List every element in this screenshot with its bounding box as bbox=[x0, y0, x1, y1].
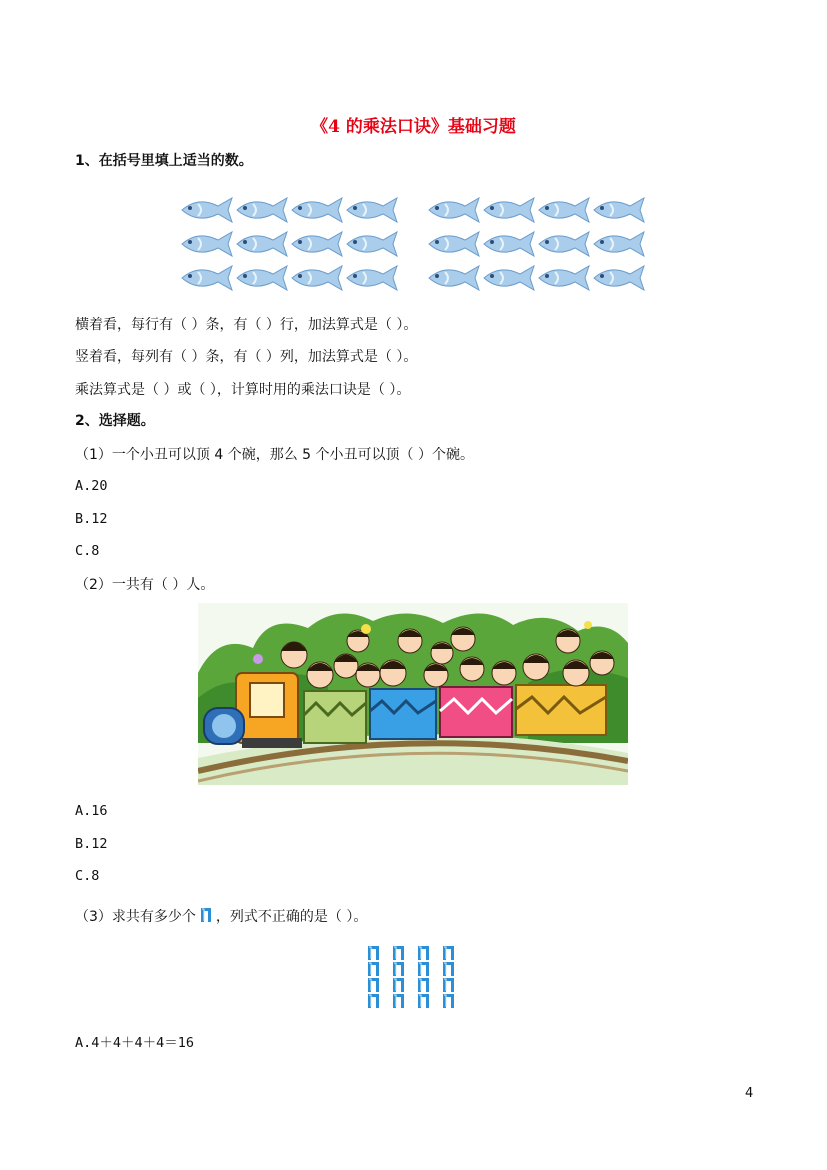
q1-column-line: 竖着看，每列有（ ）条，有（ ）列，加法算式是（ ）。 bbox=[75, 349, 418, 365]
fish-icon bbox=[539, 266, 589, 290]
fish-icon bbox=[347, 266, 397, 290]
cup-icon bbox=[443, 994, 454, 1008]
fish-icon bbox=[484, 198, 534, 222]
fish-icon bbox=[292, 266, 342, 290]
fish-icon bbox=[539, 198, 589, 222]
q2-sub2-option-a: A.16 bbox=[75, 803, 108, 819]
cup-grid-illustration bbox=[364, 944, 474, 1014]
fish-icon bbox=[594, 232, 644, 256]
cup-icon bbox=[200, 907, 212, 923]
q1-multiplication-line: 乘法算式是（ ）或（ ），计算时用的乘法口诀是（ ）。 bbox=[75, 382, 411, 398]
q2-sub1-text: （1）一个小丑可以顶 4 个碗，那么 5 个小丑可以顶（ ）个碗。 bbox=[75, 447, 474, 463]
q2-sub2-option-c: C.8 bbox=[75, 868, 100, 884]
train-illustration bbox=[198, 603, 628, 785]
fish-icon bbox=[484, 232, 534, 256]
q2-sub1-option-c: C.8 bbox=[75, 543, 100, 559]
q1-row-line: 横着看，每行有（ ）条，有（ ）行，加法算式是（ ）。 bbox=[75, 317, 418, 333]
fish-icon bbox=[429, 198, 479, 222]
fish-icon bbox=[292, 232, 342, 256]
fish-icon bbox=[594, 198, 644, 222]
fish-icon bbox=[237, 232, 287, 256]
cup-icon bbox=[393, 946, 404, 960]
cup-icon bbox=[418, 978, 429, 992]
q1-heading: 1、在括号里填上适当的数。 bbox=[75, 153, 253, 169]
page-number: 4 bbox=[745, 1086, 754, 1101]
fish-illustration bbox=[0, 190, 827, 300]
q2-sub2-option-b: B.12 bbox=[75, 836, 108, 852]
fish-icon bbox=[429, 266, 479, 290]
cup-icon bbox=[393, 994, 404, 1008]
q2-sub1-option-b: B.12 bbox=[75, 511, 108, 527]
cup-icon bbox=[418, 962, 429, 976]
page-title: 《4 的乘法口诀》基础习题 bbox=[311, 117, 516, 137]
fish-icon bbox=[347, 232, 397, 256]
cup-icon bbox=[368, 946, 379, 960]
cup-icon bbox=[368, 962, 379, 976]
fish-icon bbox=[182, 266, 232, 290]
cup-icon bbox=[418, 946, 429, 960]
fish-icon bbox=[182, 198, 232, 222]
cup-icon bbox=[443, 962, 454, 976]
cup-icon bbox=[393, 978, 404, 992]
fish-icon bbox=[182, 232, 232, 256]
fish-icon bbox=[237, 198, 287, 222]
fish-icon bbox=[594, 266, 644, 290]
q2-sub3-option-a: A.4＋4＋4＋4＝16 bbox=[75, 1035, 195, 1051]
cup-icon bbox=[443, 946, 454, 960]
q2-sub1-option-a: A.20 bbox=[75, 478, 108, 494]
fish-icon bbox=[539, 232, 589, 256]
cup-icon bbox=[368, 978, 379, 992]
fish-icon bbox=[429, 232, 479, 256]
q2-sub3-text-after: ，列式不正确的是（ ）。 bbox=[215, 909, 368, 925]
fish-icon bbox=[237, 266, 287, 290]
q2-heading: 2、选择题。 bbox=[75, 413, 155, 429]
cup-icon bbox=[368, 994, 379, 1008]
fish-icon bbox=[484, 266, 534, 290]
fish-icon bbox=[292, 198, 342, 222]
q2-sub3-text-before: （3）求共有多少个 bbox=[75, 909, 196, 925]
q2-sub2-text: （2）一共有（ ）人。 bbox=[75, 577, 215, 593]
q2-sub3-question bbox=[75, 906, 367, 926]
cup-icon bbox=[418, 994, 429, 1008]
cup-icon bbox=[443, 978, 454, 992]
cup-icon bbox=[393, 962, 404, 976]
fish-icon bbox=[347, 198, 397, 222]
